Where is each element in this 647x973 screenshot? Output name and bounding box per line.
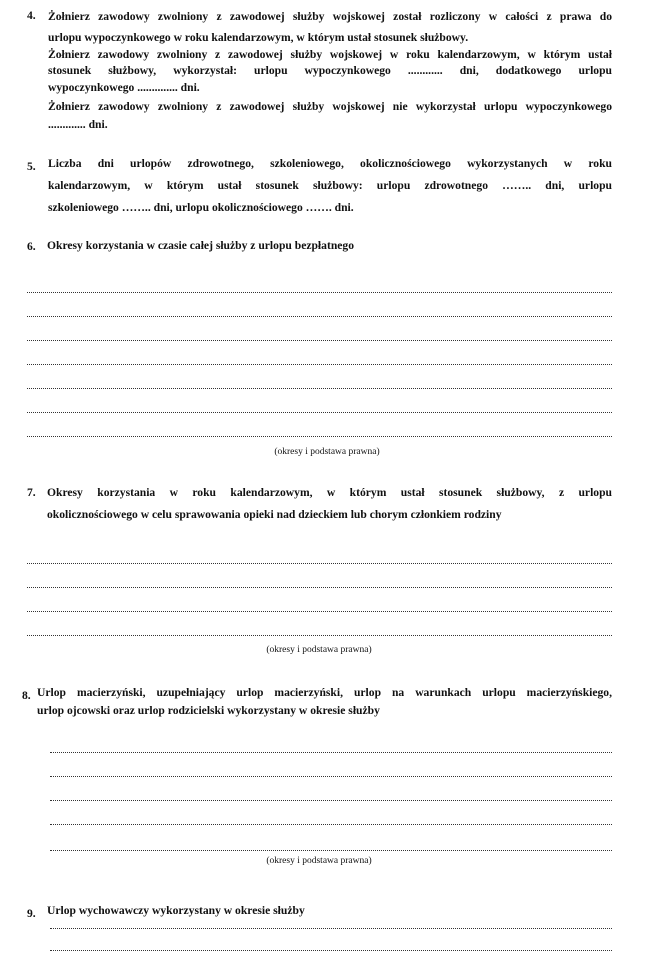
section-6-entry-line[interactable]	[27, 364, 612, 365]
section-4-line-5: wypoczynkowego .............. dni.	[48, 81, 200, 94]
section-6-title: Okresy korzystania w czasie całej służby z urlopu bezpłatnego	[47, 239, 355, 252]
section-6-number: 6.	[27, 240, 36, 253]
section-7-caption: (okresy i podstawa prawna)	[266, 645, 372, 655]
section-7-entry-line[interactable]	[27, 563, 612, 564]
section-4-line-1: Żołnierz zawodowy zwolniony z zawodowej służby wojskowej został rozliczony w całości z prawa do	[48, 10, 612, 23]
section-9-entry-line[interactable]	[50, 928, 612, 929]
section-6-entry-line[interactable]	[27, 436, 612, 437]
section-5-line-1: Liczba dni urlopów zdrowotnego, szkoleniowego, okolicznościowego wykorzystanych w roku	[48, 157, 612, 170]
section-4-number: 4.	[27, 9, 36, 22]
section-4-line-3: Żołnierz zawodowy zwolniony z zawodowej służby wojskowej w roku kalendarzowym, w którym ustał	[48, 48, 612, 61]
section-5-number: 5.	[27, 160, 36, 173]
section-8-entry-line[interactable]	[50, 800, 612, 801]
section-8-entry-line[interactable]	[50, 850, 612, 851]
section-7-entry-line[interactable]	[27, 587, 612, 588]
section-5-line-3: szkoleniowego …….. dni, urlopu okolicznościowego ……. dni.	[48, 201, 354, 214]
section-5-line-2: kalendarzowym, w którym ustał stosunek służbowy: urlopu zdrowotnego …….. dni, urlopu	[48, 179, 612, 192]
section-8-entry-line[interactable]	[50, 824, 612, 825]
section-7-line-1: Okresy korzystania w roku kalendarzowym, w którym ustał stosunek służbowy, z urlopu	[47, 486, 612, 499]
section-8-line-2: urlop ojcowski oraz urlop rodzicielski wykorzystany w okresie służby	[37, 704, 380, 717]
section-6-entry-line[interactable]	[27, 292, 612, 293]
section-4-line-6: Żołnierz zawodowy zwolniony z zawodowej służby wojskowej nie wykorzystał urlopu wypoczynkowego	[48, 100, 612, 113]
section-8-caption: (okresy i podstawa prawna)	[266, 856, 372, 866]
section-4-line-2: urlopu wypoczynkowego w roku kalendarzowym, w którym ustał stosunek służbowy.	[48, 31, 469, 44]
section-6-entry-line[interactable]	[27, 412, 612, 413]
section-7-line-2: okolicznościowego w celu sprawowania opieki nad dzieckiem lub chorym członkiem rodziny	[47, 508, 502, 521]
section-6-caption: (okresy i podstawa prawna)	[274, 447, 380, 457]
section-8-number: 8.	[22, 689, 31, 702]
section-7-entry-line[interactable]	[27, 635, 612, 636]
section-6-entry-line[interactable]	[27, 316, 612, 317]
section-7-number: 7.	[27, 486, 36, 499]
section-8-line-1: Urlop macierzyński, uzupełniający urlop macierzyński, urlop na warunkach urlopu macierzyńskiego,	[37, 686, 612, 699]
section-4-line-7: ............. dni.	[48, 118, 108, 131]
section-8-entry-line[interactable]	[50, 776, 612, 777]
section-9-entry-line[interactable]	[50, 950, 612, 951]
section-7-entry-line[interactable]	[27, 611, 612, 612]
section-6-entry-line[interactable]	[27, 388, 612, 389]
section-9-title: Urlop wychowawczy wykorzystany w okresie służby	[47, 904, 305, 917]
section-4-line-4: stosunek służbowy, wykorzystał: urlopu wypoczynkowego ............ dni, dodatkowego urlopu	[48, 64, 612, 77]
section-8-entry-line[interactable]	[50, 752, 612, 753]
section-9-number: 9.	[27, 907, 36, 920]
section-6-entry-line[interactable]	[27, 340, 612, 341]
